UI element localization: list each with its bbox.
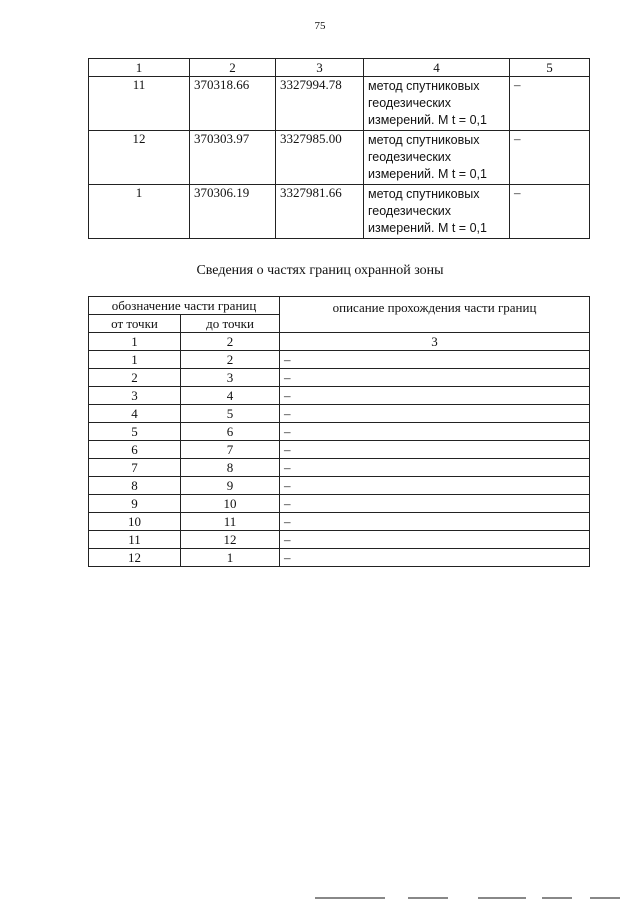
method-cell [364, 185, 510, 239]
y-coordinate-cell: 3327985.00 [276, 131, 364, 185]
table-row [89, 459, 590, 477]
column-header: 4 [364, 59, 510, 77]
from-point-cell: 12 [89, 549, 181, 567]
column-header: 3 [276, 59, 364, 77]
to-point-cell: 6 [181, 423, 280, 441]
description-cell: – [280, 405, 590, 423]
table-row [89, 549, 590, 567]
table-row [89, 441, 590, 459]
method-line: измерений. M t = 0,1 [368, 167, 487, 181]
boundary-parts-table [88, 296, 590, 567]
column-number-cell: 1 [89, 333, 181, 351]
from-point-cell: 2 [89, 369, 181, 387]
from-point-cell: 11 [89, 531, 181, 549]
table-row [89, 185, 590, 239]
to-point-cell: 12 [181, 531, 280, 549]
coordinates-header-row [89, 59, 590, 77]
description-cell: – [280, 495, 590, 513]
from-point-cell: 5 [89, 423, 181, 441]
col5-cell: – [510, 77, 590, 131]
description-cell: – [280, 441, 590, 459]
from-point-cell: 8 [89, 477, 181, 495]
header-row [89, 297, 590, 315]
from-point-cell: 4 [89, 405, 181, 423]
table-row [89, 351, 590, 369]
point-cell: 11 [89, 77, 190, 131]
method-cell [364, 77, 510, 131]
description-cell: – [280, 387, 590, 405]
description-cell: – [280, 513, 590, 531]
description-cell: – [280, 351, 590, 369]
description-cell: – [280, 477, 590, 495]
table-row [89, 531, 590, 549]
section-title: Сведения о частях границ охранной зоны [196, 263, 444, 278]
method-line: геодезических [368, 150, 452, 164]
to-point-cell: 1 [181, 549, 280, 567]
to-point-cell: 5 [181, 405, 280, 423]
table-row [89, 77, 590, 131]
point-cell: 1 [89, 185, 190, 239]
to-point-cell: 10 [181, 495, 280, 513]
x-coordinate-cell: 370306.19 [190, 185, 276, 239]
method-line: метод спутниковых [368, 79, 480, 93]
from-point-cell: 7 [89, 459, 181, 477]
method-cell [364, 131, 510, 185]
table-row [89, 387, 590, 405]
to-point-cell: 3 [181, 369, 280, 387]
point-cell: 12 [89, 131, 190, 185]
page-number: 75 [314, 20, 326, 32]
column-number-cell: 3 [280, 333, 590, 351]
description-cell: – [280, 459, 590, 477]
table-row [89, 495, 590, 513]
column-number-cell: 2 [181, 333, 280, 351]
col5-cell: – [510, 131, 590, 185]
description-cell: – [280, 369, 590, 387]
to-point-cell: 4 [181, 387, 280, 405]
from-point-cell: 3 [89, 387, 181, 405]
method-line: геодезических [368, 204, 452, 218]
description-cell: – [280, 423, 590, 441]
column-header: 1 [89, 59, 190, 77]
footer-mark [315, 897, 385, 899]
header-description-cell: описание прохождения части границ [280, 297, 590, 333]
method-line: измерений. M t = 0,1 [368, 113, 487, 127]
from-point-cell: 1 [89, 351, 181, 369]
to-point-cell: 2 [181, 351, 280, 369]
method-line: геодезических [368, 96, 452, 110]
to-point-cell: 7 [181, 441, 280, 459]
header-from-cell: от точки [89, 315, 181, 333]
table-row [89, 513, 590, 531]
description-cell: – [280, 531, 590, 549]
description-cell: – [280, 549, 590, 567]
from-point-cell: 6 [89, 441, 181, 459]
x-coordinate-cell: 370303.97 [190, 131, 276, 185]
x-coordinate-cell: 370318.66 [190, 77, 276, 131]
column-header: 2 [190, 59, 276, 77]
footer-mark [408, 897, 448, 899]
header-to-cell: до точки [181, 315, 280, 333]
y-coordinate-cell: 3327994.78 [276, 77, 364, 131]
method-line: измерений. M t = 0,1 [368, 221, 487, 235]
column-number-row [89, 333, 590, 351]
method-line: метод спутниковых [368, 187, 480, 201]
table-row [89, 423, 590, 441]
col5-cell: – [510, 185, 590, 239]
method-line: метод спутниковых [368, 133, 480, 147]
to-point-cell: 11 [181, 513, 280, 531]
footer-mark [542, 897, 572, 899]
table-row [89, 131, 590, 185]
footer-mark [478, 897, 526, 899]
table-row [89, 477, 590, 495]
footer-mark [590, 897, 620, 899]
table-row [89, 405, 590, 423]
to-point-cell: 8 [181, 459, 280, 477]
to-point-cell: 9 [181, 477, 280, 495]
table-row [89, 369, 590, 387]
from-point-cell: 9 [89, 495, 181, 513]
coordinates-table [88, 58, 590, 239]
column-header: 5 [510, 59, 590, 77]
from-point-cell: 10 [89, 513, 181, 531]
header-group-cell: обозначение части границ [89, 297, 280, 315]
y-coordinate-cell: 3327981.66 [276, 185, 364, 239]
